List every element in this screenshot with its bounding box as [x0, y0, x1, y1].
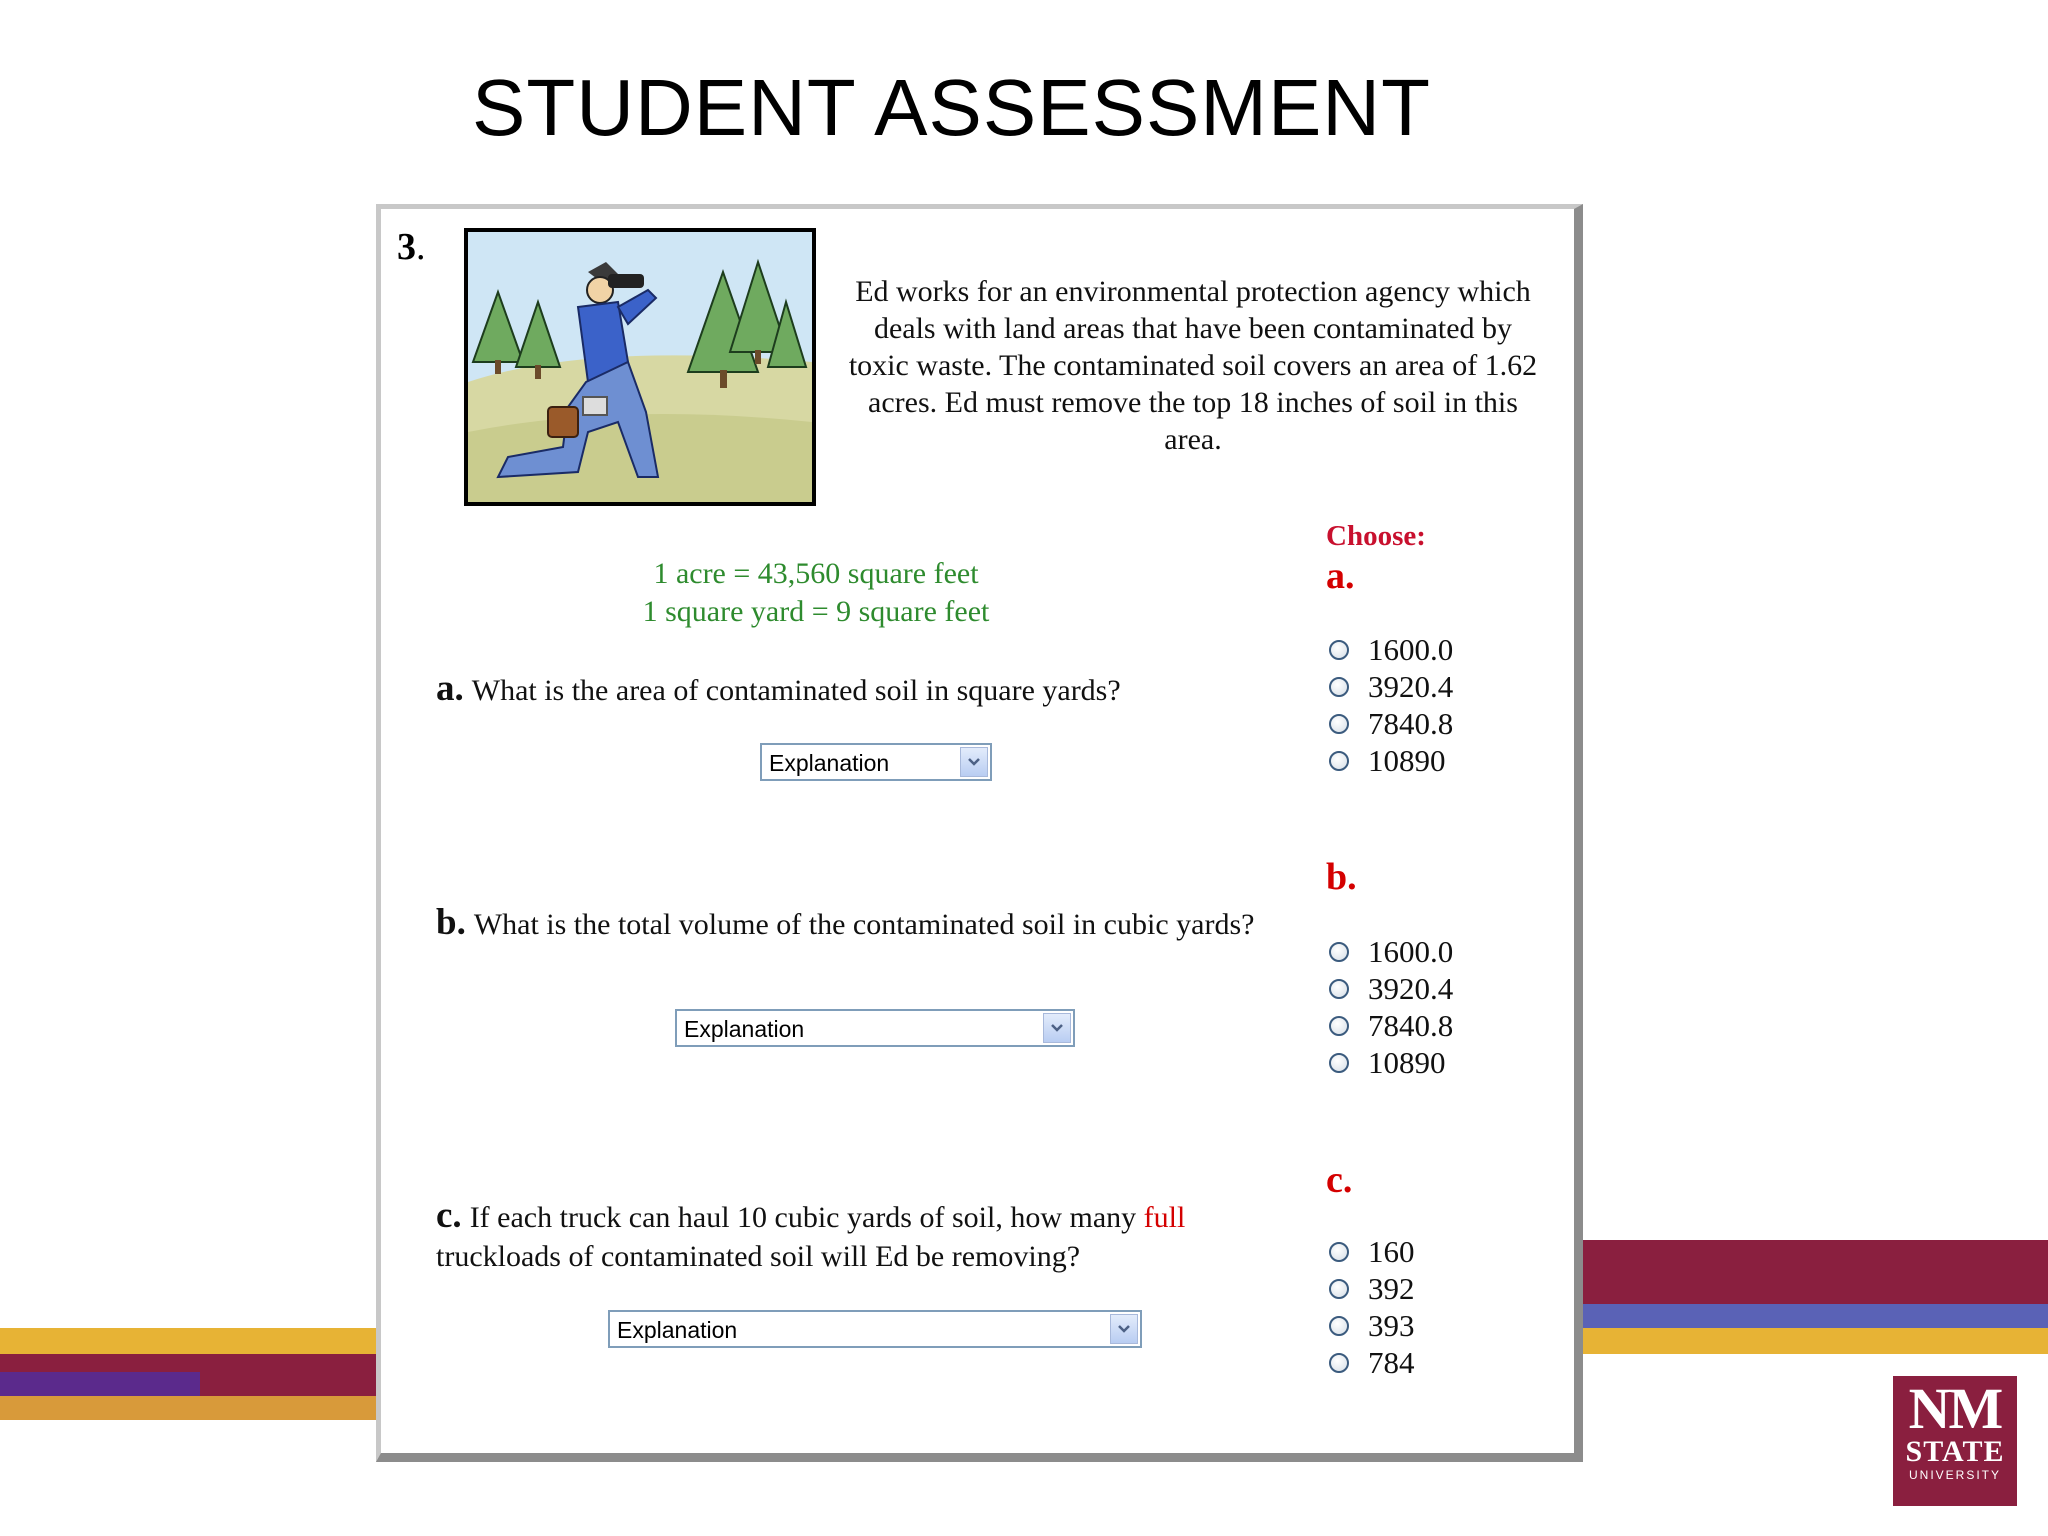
nm-state-university-logo — [1893, 1376, 2017, 1506]
stripe-blue-right — [1580, 1304, 2048, 1328]
radio-button[interactable] — [1329, 751, 1349, 771]
part-b-text: What is the total volume of the contaminated soil in cubic yards? — [473, 908, 1255, 941]
option-item[interactable]: 160 — [1329, 1233, 1415, 1270]
choice-b-options — [1329, 933, 1453, 1081]
option-item[interactable]: 10890 — [1329, 742, 1453, 779]
option-item[interactable]: 3920.4 — [1329, 668, 1453, 705]
question-intro: Ed works for an environmental protection agency which deals with land areas that have been contaminated by toxic waste. The contaminated soil covers an area of 1.62 acres. Ed must remove the top 18 inches of soil in this area. — [848, 275, 1538, 456]
hiker-illustration — [464, 228, 816, 506]
question-number: 3. — [397, 226, 426, 268]
unit-conversions — [531, 555, 1101, 631]
option-item[interactable]: 7840.8 — [1329, 1007, 1453, 1044]
logo-nm: NM — [1908, 1376, 2002, 1441]
logo-state: STATE — [1905, 1435, 2005, 1468]
question-part-b — [436, 903, 1296, 944]
part-b-explanation-select[interactable] — [675, 1009, 1075, 1047]
stripe-maroon-right — [1580, 1240, 2048, 1304]
choice-b-letter: b. — [1326, 856, 1357, 898]
logo-university: UNIVERSITY — [1908, 1468, 2001, 1482]
conversion-square-yard: 1 square yard = 9 square feet — [642, 595, 990, 628]
radio-button[interactable] — [1329, 1053, 1349, 1073]
radio-button[interactable] — [1329, 677, 1349, 697]
choice-c-letter: c. — [1326, 1159, 1353, 1201]
radio-button[interactable] — [1329, 714, 1349, 734]
stripe-orange-left — [0, 1396, 380, 1420]
select-value: Explanation — [684, 1016, 805, 1042]
option-item[interactable]: 1600.0 — [1329, 631, 1453, 668]
choose-heading: Choose: — [1326, 520, 1426, 552]
part-a-letter: a. — [436, 668, 464, 709]
part-c-letter: c. — [436, 1195, 462, 1236]
part-c-explanation-select[interactable] — [608, 1310, 1142, 1348]
hiker-with-binoculars-image — [468, 232, 812, 502]
conversion-acre: 1 acre = 43,560 square feet — [653, 557, 979, 590]
part-b-letter: b. — [436, 902, 466, 943]
stripe-purple-left — [0, 1372, 200, 1396]
select-value: Explanation — [769, 750, 890, 776]
option-item[interactable]: 784 — [1329, 1344, 1415, 1381]
part-a-text: What is the area of contaminated soil in square yards? — [471, 674, 1121, 707]
part-c-highlight: full — [1143, 1201, 1186, 1234]
question-part-a — [436, 669, 1296, 710]
radio-button[interactable] — [1329, 942, 1349, 962]
choice-a-options — [1329, 631, 1453, 779]
choice-c-options — [1329, 1233, 1415, 1381]
option-item[interactable]: 392 — [1329, 1270, 1415, 1307]
slide-title: STUDENT ASSESSMENT — [472, 63, 1431, 152]
stripe-gold-left — [0, 1328, 380, 1354]
option-item[interactable]: 393 — [1329, 1307, 1415, 1344]
radio-button[interactable] — [1329, 640, 1349, 660]
radio-button[interactable] — [1329, 979, 1349, 999]
radio-button[interactable] — [1329, 1016, 1349, 1036]
part-c-text-after: truckloads of contaminated soil will Ed be removing? — [436, 1240, 1081, 1273]
option-item[interactable]: 10890 — [1329, 1044, 1453, 1081]
question-panel — [376, 204, 1583, 1462]
part-a-explanation-select[interactable] — [760, 743, 992, 781]
question-part-c — [436, 1196, 1296, 1276]
part-c-text-before: If each truck can haul 10 cubic yards of soil, how many — [469, 1201, 1144, 1234]
option-item[interactable]: 7840.8 — [1329, 705, 1453, 742]
chevron-down-icon[interactable] — [1110, 1314, 1138, 1344]
radio-button[interactable] — [1329, 1316, 1349, 1336]
choice-a-letter: a. — [1326, 555, 1355, 597]
chevron-down-icon[interactable] — [960, 747, 988, 777]
chevron-down-icon[interactable] — [1043, 1013, 1071, 1043]
radio-button[interactable] — [1329, 1353, 1349, 1373]
radio-button[interactable] — [1329, 1242, 1349, 1262]
select-value: Explanation — [617, 1317, 738, 1343]
stripe-gold-right — [1580, 1328, 2048, 1354]
option-item[interactable]: 1600.0 — [1329, 933, 1453, 970]
radio-button[interactable] — [1329, 1279, 1349, 1299]
option-item[interactable]: 3920.4 — [1329, 970, 1453, 1007]
